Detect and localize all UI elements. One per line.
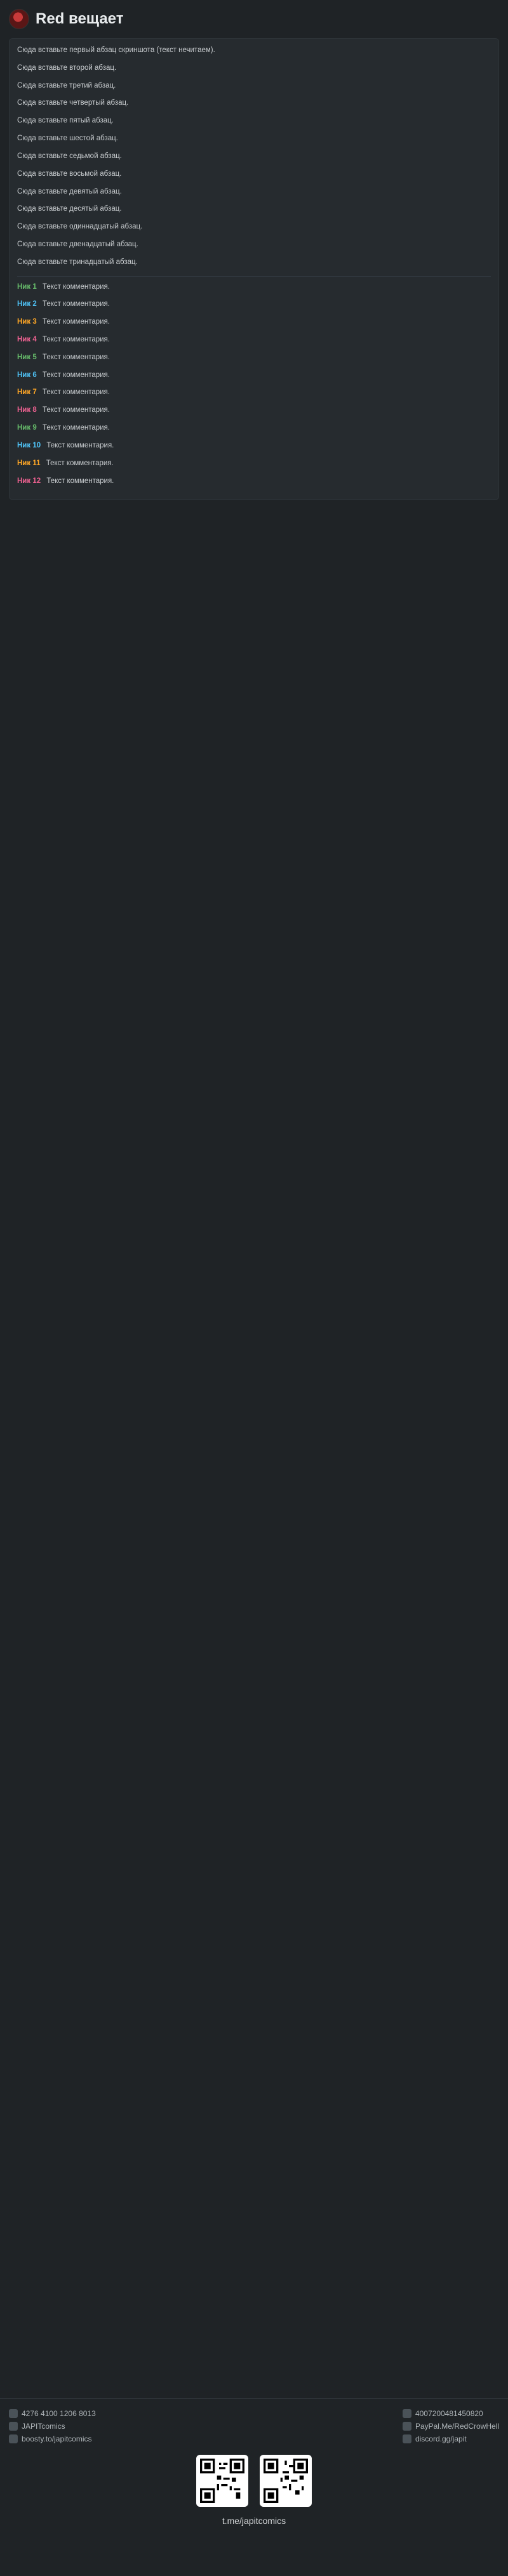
footer-link-label: discord.gg/japit <box>415 2434 467 2443</box>
comment-text: Текст комментария. <box>42 300 110 308</box>
card-icon <box>9 2409 18 2418</box>
comment-text: Текст комментария. <box>42 282 110 291</box>
comment <box>17 317 491 328</box>
paragraph: Сюда вставьте второй абзац. <box>17 63 117 72</box>
paragraph: Сюда вставьте тринадцатый абзац. <box>17 258 138 266</box>
paragraph: Сюда вставьте девятый абзац. <box>17 187 122 195</box>
comment-text: Текст комментария. <box>42 424 110 432</box>
paragraph: Сюда вставьте четвертый абзац. <box>17 99 129 107</box>
header <box>9 6 499 32</box>
comment <box>17 458 491 470</box>
comment-author: Ник 3 <box>17 318 37 326</box>
paragraph: Сюда вставьте одиннадцатый абзац. <box>17 223 143 231</box>
comment <box>17 476 491 487</box>
comment-author: Ник 5 <box>17 353 37 361</box>
comment-text: Текст комментария. <box>42 353 110 361</box>
comment-text: Текст комментария. <box>42 406 110 414</box>
comment-text: Текст комментария. <box>42 318 110 326</box>
footer-link-paypal[interactable] <box>403 2422 499 2431</box>
comment <box>17 282 491 293</box>
footer-link-label: 4007200481450820 <box>415 2409 483 2418</box>
paragraph: Сюда вставьте шестой абзац. <box>17 135 118 143</box>
discord-icon <box>403 2434 411 2443</box>
comment-author: Ник 10 <box>17 441 41 449</box>
avatar <box>9 9 29 29</box>
comment-author: Ник 8 <box>17 406 37 414</box>
comment <box>17 352 491 364</box>
comment-author: Ник 6 <box>17 371 37 379</box>
paragraph: Сюда вставьте седьмой абзац. <box>17 152 122 160</box>
footer-link-label: PayPal.Me/RedCrowHell <box>415 2422 499 2431</box>
page-title: Red вещает <box>36 10 124 27</box>
comment-author: Ник 12 <box>17 477 41 485</box>
comment <box>17 370 491 381</box>
comment-author: Ник 1 <box>17 282 37 291</box>
paragraph: Сюда вставьте восьмой абзац. <box>17 169 122 178</box>
qr-code-icon <box>200 2459 244 2503</box>
footer-link-social[interactable] <box>9 2422 96 2431</box>
comment-author: Ник 11 <box>17 459 41 467</box>
boosty-icon <box>9 2434 18 2443</box>
card-icon <box>403 2409 411 2418</box>
comment-author: Ник 4 <box>17 336 37 343</box>
footer-links-right <box>403 2409 499 2443</box>
footer-link-card-2[interactable] <box>403 2409 499 2418</box>
qr-code <box>196 2455 248 2507</box>
comments <box>17 276 491 487</box>
telegram-link[interactable]: t.me/japitcomics <box>222 2516 286 2526</box>
comment <box>17 440 491 452</box>
comment-author: Ник 9 <box>17 424 37 432</box>
comment-text: Текст комментария. <box>42 371 110 379</box>
comment-text: Текст комментария. <box>42 336 110 343</box>
footer-link-card[interactable] <box>9 2409 96 2418</box>
social-icon <box>9 2422 18 2431</box>
footer-link-label: 4276 4100 1206 8013 <box>22 2409 96 2418</box>
footer-link-discord[interactable] <box>403 2434 499 2443</box>
comment <box>17 387 491 399</box>
paypal-icon <box>403 2422 411 2431</box>
post-body <box>17 45 491 268</box>
paragraph: Сюда вставьте третий абзац. <box>17 81 116 89</box>
paragraph: Сюда вставьте двенадцатый абзац. <box>17 240 138 248</box>
qr-code <box>260 2455 312 2507</box>
qr-code-icon <box>264 2459 308 2503</box>
footer <box>0 2398 508 2576</box>
paragraph: Сюда вставьте десятый абзац. <box>17 205 122 213</box>
footer-link-label: boosty.to/japitcomics <box>22 2434 92 2443</box>
footer-links-left <box>9 2409 96 2443</box>
paragraph: Сюда вставьте первый абзац скриншота (текст нечитаем). <box>17 46 215 54</box>
comment-text: Текст комментария. <box>46 477 114 485</box>
footer-link-boosty[interactable] <box>9 2434 96 2443</box>
comment <box>17 405 491 416</box>
paragraph: Сюда вставьте пятый абзац. <box>17 117 114 125</box>
comment <box>17 423 491 434</box>
comment-text: Текст комментария. <box>46 459 114 467</box>
footer-link-label: JAPITcomics <box>22 2422 65 2431</box>
comment-text: Текст комментария. <box>46 441 114 449</box>
comment-author: Ник 2 <box>17 300 37 308</box>
qr-row <box>9 2455 499 2507</box>
comment-text: Текст комментария. <box>42 388 110 397</box>
comment <box>17 334 491 346</box>
footer-links <box>9 2409 499 2443</box>
comment-author: Ник 7 <box>17 388 37 397</box>
post <box>9 38 499 500</box>
comment <box>17 299 491 310</box>
